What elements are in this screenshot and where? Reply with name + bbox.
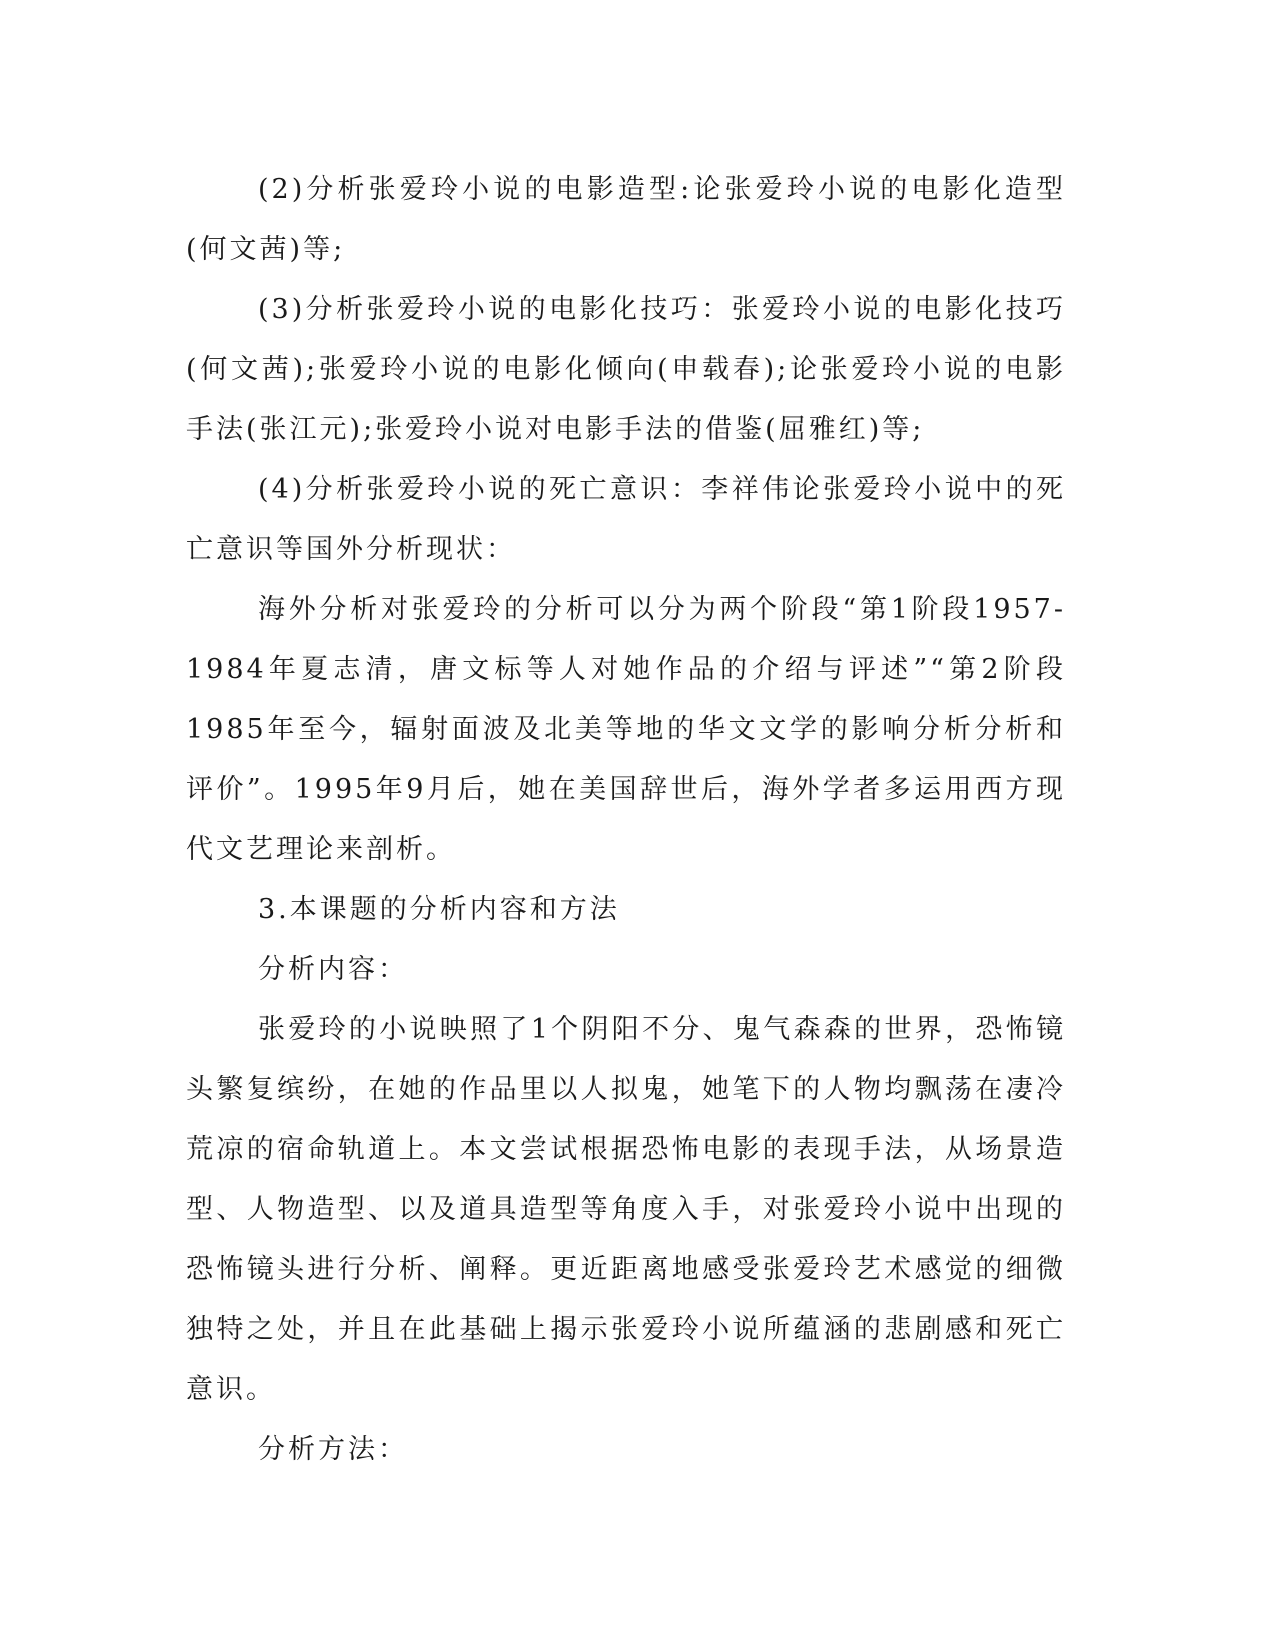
paragraph-film-modeling: (2)分析张爱玲小说的电影造型:论张爱玲小说的电影化造型(何文茜)等; xyxy=(186,174,1066,265)
body-text xyxy=(186,160,1066,1480)
paragraph-research-content: 张爱玲的小说映照了1个阴阳不分、鬼气森森的世界，恐怖镜头繁复缤纷，在她的作品里以人拟鬼，她笔下的人物均飘荡在凄冷荒凉的宿命轨道上。本文尝试根据恐怖电影的表现手法，从场景造型、人物造型、以及道具造型等角度入手，对张爱玲小说中出现的恐怖镜头进行分析、阐释。更近距离地感受张爱玲艺术感觉的细微独特之处，并且在此基础上揭示张爱玲小说所蕴涵的悲剧感和死亡意识。 xyxy=(186,1014,1066,1405)
subheading-method: 分析方法： xyxy=(258,1434,408,1465)
paragraph-film-techniques: (3)分析张爱玲小说的电影化技巧：张爱玲小说的电影化技巧(何文茜);张爱玲小说的电影化倾向(申载春);论张爱玲小说的电影手法(张江元);张爱玲小说对电影手法的借鉴(屈雅红)等; xyxy=(186,294,1066,445)
paragraph-overseas-research: 海外分析对张爱玲的分析可以分为两个阶段“第1阶段1957-1984年夏志清，唐文标等人对她作品的介绍与评述”“第2阶段1985年至今，辐射面波及北美等地的华文文学的影响分析分析和评价”。1995年9月后，她在美国辞世后，海外学者多运用西方现代文艺理论来剖析。 xyxy=(186,594,1066,865)
section-heading: 3.本课题的分析内容和方法 xyxy=(258,894,620,925)
paragraph-death-consciousness: (4)分析张爱玲小说的死亡意识：李祥伟论张爱玲小说中的死亡意识等国外分析现状： xyxy=(186,474,1066,565)
subheading-content: 分析内容： xyxy=(258,954,408,985)
